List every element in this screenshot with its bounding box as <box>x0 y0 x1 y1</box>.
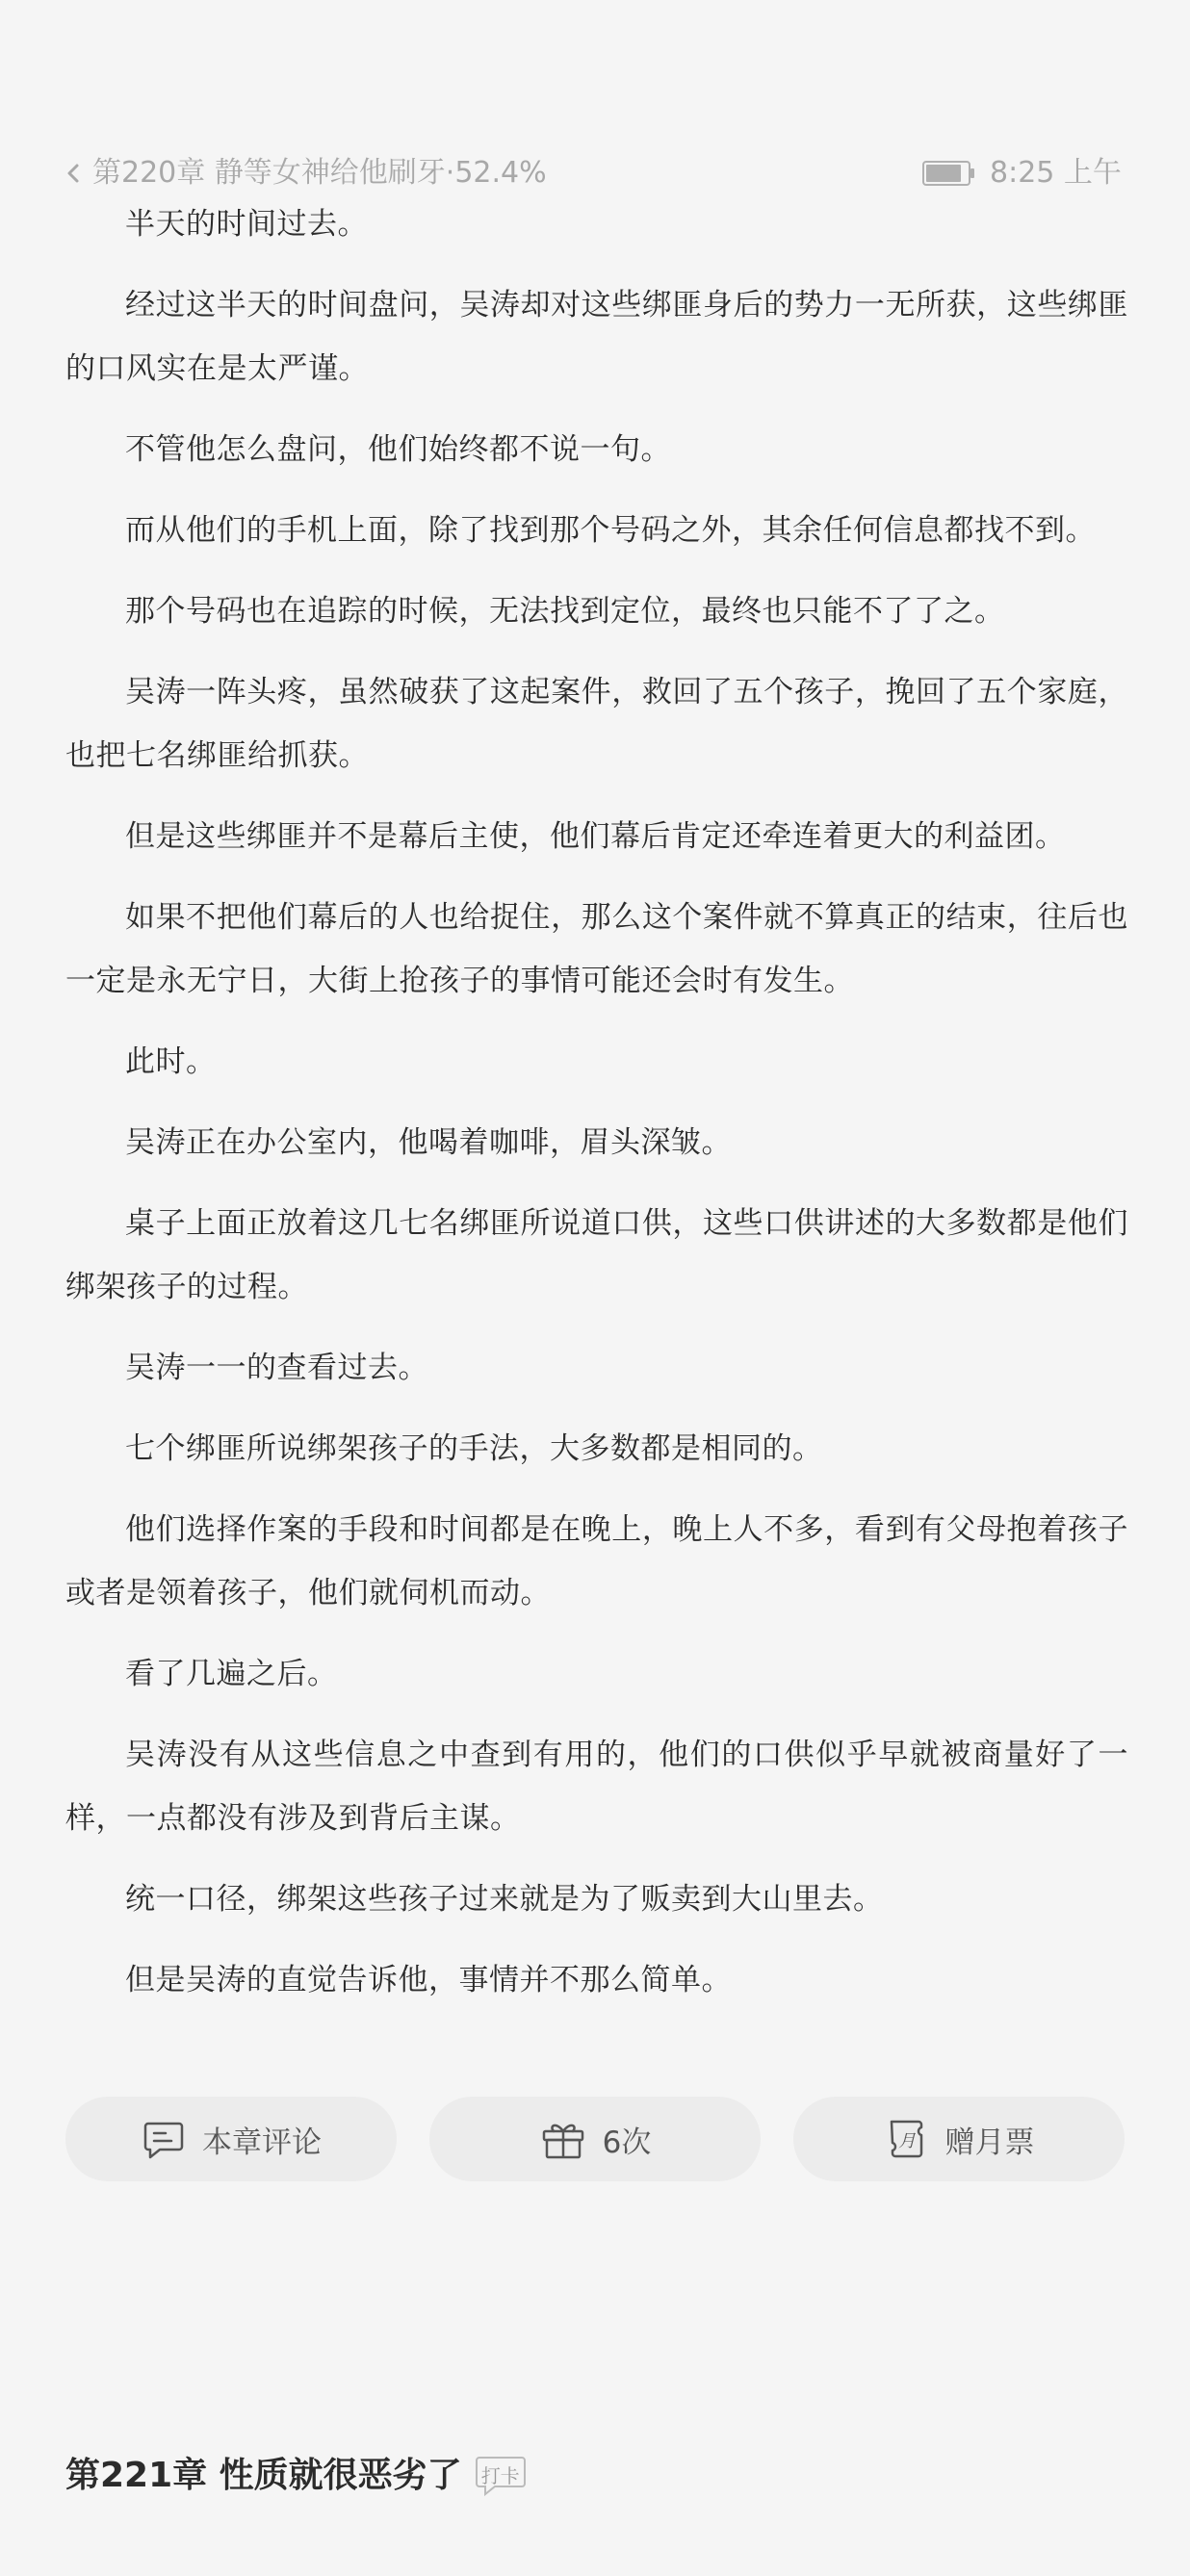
paragraph: 吴涛没有从这些信息之中查到有用的，他们的口供似乎早就被商量好了一样，一点都没有涉及到背后主谋。 <box>65 1738 1128 1836</box>
paragraph: 如果不把他们幕后的人也给捉住，那么这个案件就不算真正的结束，往后也一定是永无宁日，大街上抢孩子的事情可能还会时有发生。 <box>65 900 1128 998</box>
chapter-actions <box>65 2097 1125 2181</box>
chapter-comment-label: 本章评论 <box>202 2125 322 2160</box>
paragraph: 七个绑匪所说绑架孩子的手法，大多数都是相同的。 <box>125 1431 823 1466</box>
next-chapter-title: 第221章 性质就很恶劣了 <box>65 2456 462 2495</box>
next-chapter[interactable] <box>65 2451 528 2501</box>
status-time: 8:25 上午 <box>990 156 1122 190</box>
checkin-badge-label: 打卡 <box>480 2464 520 2487</box>
svg-text:月: 月 <box>897 2131 916 2151</box>
monthly-ticket-icon <box>884 2116 930 2162</box>
paragraph: 看了几遍之后。 <box>125 1657 338 1691</box>
paragraph: 吴涛一阵头疼，虽然破获了这起案件，救回了五个孩子，挽回了五个家庭，也把七名绑匪给抓获。 <box>65 675 1128 773</box>
paragraph: 吴涛一一的查看过去。 <box>125 1351 428 1385</box>
paragraph: 此时。 <box>125 1044 217 1079</box>
chapter-content <box>65 193 1128 2029</box>
paragraph: 但是这些绑匪并不是幕后主使，他们幕后肯定还牵连着更大的利益团。 <box>125 819 1066 854</box>
gift-icon <box>539 2116 587 2162</box>
gift-count-label: 6次 <box>602 2125 652 2160</box>
monthly-ticket-button[interactable] <box>793 2097 1125 2181</box>
comment-icon <box>141 2116 187 2162</box>
chevron-left-icon[interactable] <box>62 156 85 191</box>
chapter-progress-title: 第220章 静等女神给他刷牙·52.4% <box>92 156 547 190</box>
monthly-ticket-label: 赠月票 <box>944 2125 1035 2160</box>
gift-button[interactable] <box>429 2097 761 2181</box>
paragraph: 那个号码也在追踪的时候，无法找到定位，最终也只能不了了之。 <box>125 594 1005 629</box>
paragraph: 而从他们的手机上面，除了找到那个号码之外，其余任何信息都找不到。 <box>125 513 1096 548</box>
paragraph: 统一口径，绑架这些孩子过来就是为了贩卖到大山里去。 <box>125 1882 884 1917</box>
paragraph: 他们选择作案的手段和时间都是在晚上，晚上人不多，看到有父母抱着孩子或者是领着孩子，他们就伺机而动。 <box>65 1512 1128 1610</box>
paragraph: 吴涛正在办公室内，他喝着咖啡，眉头深皱。 <box>125 1125 732 1160</box>
paragraph: 但是吴涛的直觉告诉他，事情并不那么简单。 <box>125 1963 732 1997</box>
checkin-badge[interactable] <box>474 2455 528 2497</box>
chapter-comment-button[interactable] <box>65 2097 397 2181</box>
paragraph: 桌子上面正放着这几七名绑匪所说道口供，这些口供讲述的大多数都是他们绑架孩子的过程。 <box>65 1206 1128 1304</box>
paragraph: 经过这半天的时间盘问，吴涛却对这些绑匪身后的势力一无所获，这些绑匪的口风实在是太严谨。 <box>65 288 1128 386</box>
paragraph: 半天的时间过去。 <box>125 207 368 242</box>
battery-icon <box>922 160 976 187</box>
paragraph: 不管他怎么盘问，他们始终都不说一句。 <box>125 432 671 467</box>
